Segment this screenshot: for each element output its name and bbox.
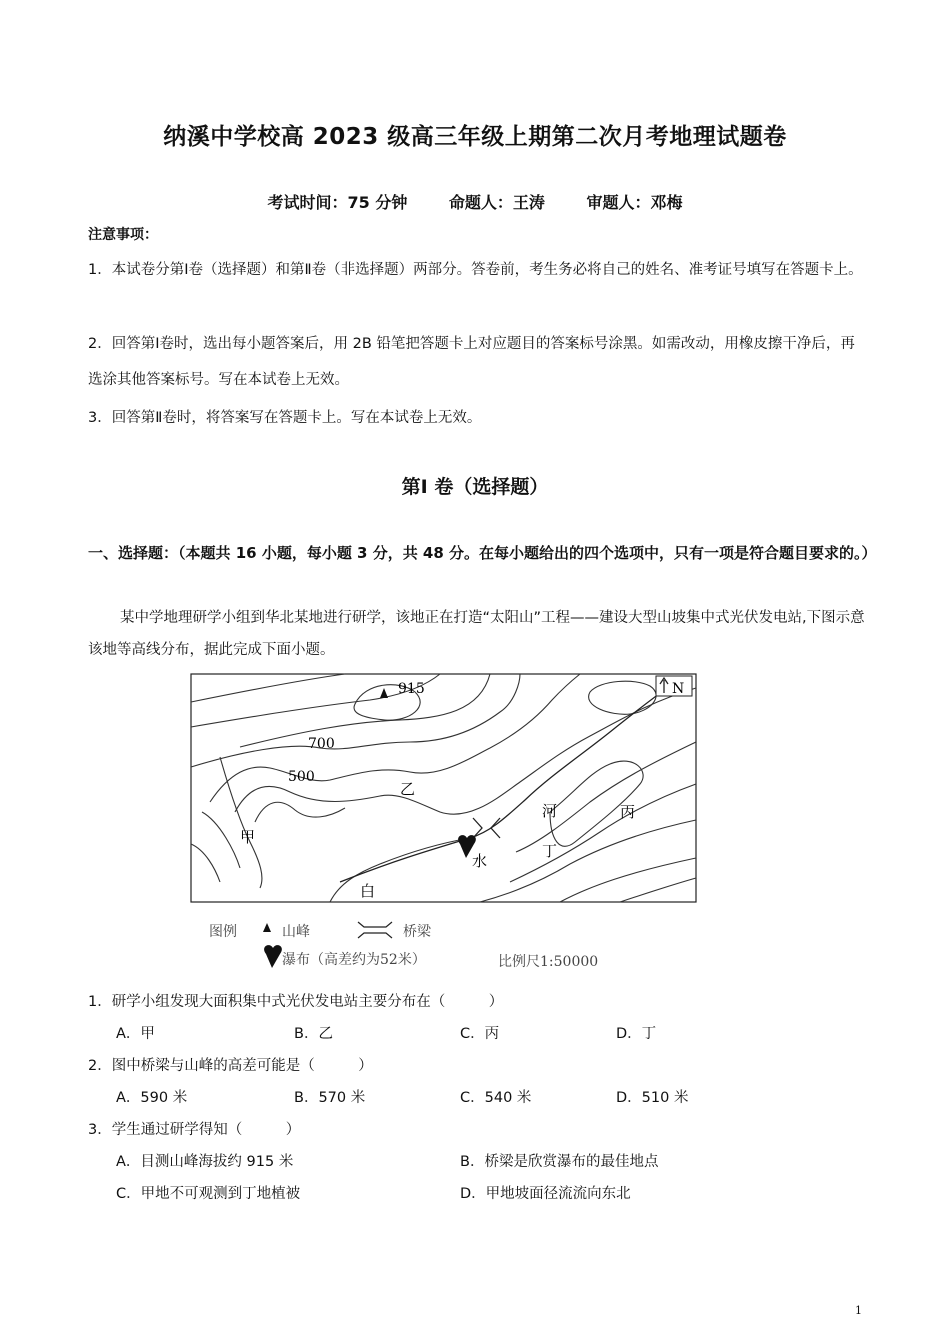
part-heading: 一、选择题：（本题共 16 小题，每小题 3 分，共 48 分。在每小题给出的四个选项中，只有一项是符合题目要求的。） [88,544,877,562]
question-2-stem: 2．图中桥梁与山峰的高差可能是（ ） [88,1058,373,1074]
peak-label: 915 [398,681,425,697]
exam-info [0,190,950,213]
exam-author: 命题人：王涛 [448,193,545,212]
q1-option-c: C．丙 [460,1026,500,1042]
north-label: N [672,681,685,697]
q3-option-a: A．目测山峰海拔约 915 米 [116,1154,294,1170]
q1-option-d: D．丁 [616,1026,657,1042]
legend-peak: 山峰 [282,924,310,940]
legend-waterfall-icon [264,945,282,968]
q2-option-a: A．590 米 [116,1090,188,1106]
map-frame [191,674,696,902]
section-title: 第Ⅰ 卷（选择题） [401,476,549,498]
place-jia: 甲 [240,828,256,846]
note-3: 3．回答第Ⅱ卷时，将答案写在答题卡上。写在本试卷上无效。 [88,410,482,426]
exam-title: 纳溪中学校高 2023 级高三年级上期第二次月考地理试题卷 [163,124,787,150]
note-2: 2．回答第Ⅰ卷时，选出每小题答案后，用 2B 铅笔把答题卡上对应题目的答案标号涂黑。如需改动，用橡皮擦干净后，再选涂其他答案标号。写在本试卷上无效。 [88,336,855,388]
question-1-stem: 1．研学小组发现大面积集中式光伏发电站主要分布在（ ） [88,994,504,1010]
place-ding: 丁 [542,842,558,860]
intro-paragraph: 某中学地理研学小组到华北某地进行研学，该地正在打造“太阳山”工程——建设大型山坡集中式光伏发电站,下图示意该地等高线分布，据此完成下面小题。 [88,610,865,658]
notes-heading: 注意事项： [88,227,158,243]
legend-peak-icon [263,923,271,932]
q1-option-b: B．乙 [294,1026,333,1042]
contour-700-label: 700 [308,736,335,752]
contour-map [180,672,720,972]
question-3-stem: 3．学生通过研学得知（ ） [88,1122,301,1138]
legend-waterfall: 瀑布（高差约为52米） [282,952,426,968]
place-he: 河 [542,802,558,820]
page-number: 1 [855,1304,862,1317]
place-yi: 乙 [400,780,416,798]
legend-label: 图例 [209,924,237,940]
exam-reviewer: 审题人：邓梅 [586,193,683,212]
q3-option-b: B．桥梁是欣赏瀑布的最佳地点 [460,1154,659,1170]
place-bai: 白 [360,882,376,900]
q2-option-b: B．570 米 [294,1090,366,1106]
place-shui: 水 [472,852,488,870]
q3-option-c: C．甲地不可观测到丁地植被 [116,1186,301,1202]
legend-scale: 比例尺1:50000 [498,954,599,970]
legend-bridge: 桥梁 [403,924,431,940]
q3-option-d: D．甲地坡面径流流向东北 [460,1186,631,1202]
contour-500-label: 500 [288,769,315,785]
q2-option-d: D．510 米 [616,1090,689,1106]
q2-option-c: C．540 米 [460,1090,532,1106]
note-1: 1．本试卷分第Ⅰ卷（选择题）和第Ⅱ卷（非选择题）两部分。答卷前，考生务必将自己的姓名、准考证号填写在答题卡上。 [88,262,863,278]
legend-bridge-icon [358,922,392,938]
q1-option-a: A．甲 [116,1026,155,1042]
river-line [340,686,670,882]
peak-icon [380,688,388,698]
exam-time: 考试时间：75 分钟 [267,193,408,212]
place-bing: 丙 [620,803,636,821]
